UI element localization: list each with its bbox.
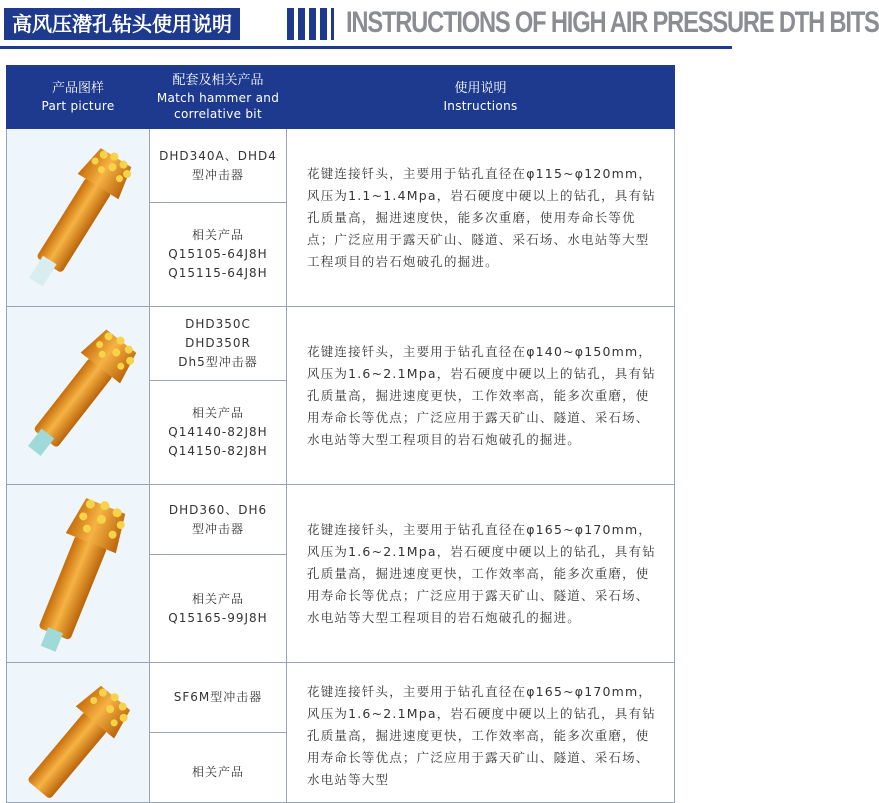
hammer-model: 型冲击器 [191,521,244,536]
header-match [150,66,287,129]
hammer-model: DHD350R [185,336,251,350]
drill-bit-image [7,485,150,663]
drill-bit-image [7,129,150,307]
hammer-cell [150,663,287,733]
table-row [7,485,675,555]
hammer-cell [150,485,287,555]
header-part-picture-en: Part picture [41,99,115,113]
related-label: 相关产品 [191,765,244,779]
related-cell [150,381,287,485]
page-title-en: INSTRUCTIONS OF HIGH AIR PRESSURE DTH BITS [346,6,879,39]
table-header-row [7,66,675,129]
drill-bit-image [7,307,150,485]
header-match-en-1: Match hammer and [156,91,280,105]
hammer-cell [150,129,287,203]
related-product: Q15115-64J8H [168,266,268,280]
instructions-cell: 花键连接钎头，主要用于钻孔直径在φ165~φ170mm，风压为1.6~2.1Mpa，岩石硬度中硬以上的钻孔，具有钻孔质量高，掘进速度更快，工作效率高，能多次重磨，使用寿命长等优点；广泛应用于露天矿山、隧道、采石场、水电站等大型 [287,663,675,803]
decorative-bars [287,8,338,40]
header-instructions-cn: 使用说明 [454,81,507,96]
drill-bit-image [7,663,150,803]
hammer-model: SF6M型冲击器 [173,690,263,704]
dth-bit-icon [7,129,150,305]
hammer-model: DHD350C [185,317,251,331]
header-match-cn: 配套及相关产品 [172,73,264,88]
related-cell [150,203,287,307]
related-label: 相关产品 [191,406,244,420]
hammer-model: DHD340A、DHD4 [159,148,277,163]
dth-bit-icon [7,663,150,793]
table-row [7,307,675,381]
table-row [7,129,675,203]
table-row [7,663,675,733]
related-label: 相关产品 [191,228,244,242]
dth-bit-icon [7,307,150,485]
instructions-cell: 花键连接钎头，主要用于钻孔直径在φ115~φ120mm，风压为1.1~1.4Mpa，岩石硬度中硬以上的钻孔，具有钻孔质量高，掘进速度快，能多次重磨，使用寿命长等优点；广泛应用于露天矿山、隧道、采石场、水电站等大型工程项目的岩石炮破孔的掘进。 [287,129,675,307]
related-product: Q14140-82J8H [168,425,268,439]
hammer-model: DHD360、DH6 [168,502,268,517]
header-rule [0,46,732,49]
header-part-picture-cn: 产品图样 [51,81,104,96]
header-match-en-2: correlative bit [174,107,262,121]
page-title-cn: 高风压潜孔钻头使用说明 [4,8,240,40]
hammer-cell [150,307,287,381]
instructions-cell: 花键连接钎头，主要用于钻孔直径在φ165~φ170mm，风压为1.6~2.1Mpa，岩石硬度中硬以上的钻孔，具有钻孔质量高，掘进速度更快，工作效率高，能多次重磨，使用寿命长等优点；广泛应用于露天矿山、隧道、采石场、水电站等大型工程项目的岩石炮破孔的掘进。 [287,485,675,663]
related-cell [150,555,287,663]
hammer-model: Dh5型冲击器 [178,355,258,369]
dth-bit-icon [7,485,150,663]
page-banner [0,0,879,52]
related-product: Q14150-82J8H [168,444,268,458]
related-label: 相关产品 [191,591,244,606]
header-part-picture [7,66,150,129]
header-instructions-en: Instructions [443,99,518,113]
related-product: Q15105-64J8H [168,247,268,261]
hammer-model: 型冲击器 [191,167,244,182]
related-product: Q15165-99J8H [168,610,268,625]
header-instructions [287,66,675,129]
related-cell [150,733,287,803]
instructions-cell: 花键连接钎头，主要用于钻孔直径在φ140~φ150mm，风压为1.6~2.1Mpa，岩石硬度中硬以上的钻孔，具有钻孔质量高，掘进速度更快，工作效率高，能多次重磨，使用寿命长等优点；广泛应用于露天矿山、隧道、采石场、水电站等大型工程项目的岩石炮破孔的掘进。 [287,307,675,485]
product-table [6,65,675,803]
